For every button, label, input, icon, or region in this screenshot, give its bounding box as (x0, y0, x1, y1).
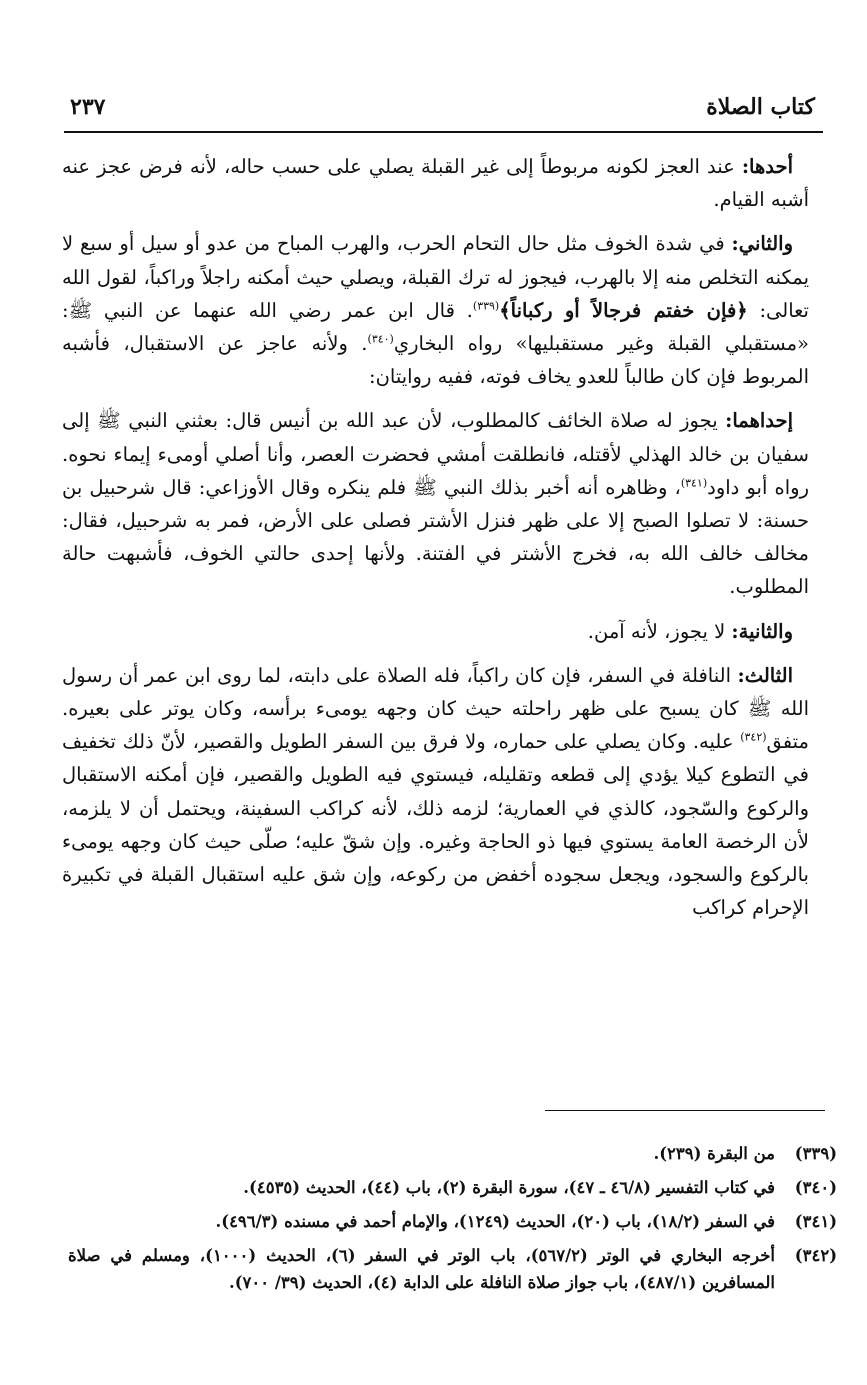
paragraph-text: . ولأنه عاجز عن الاستقبال، فأشبه المربوط فإن كان طالباً للعدو يخاف فوته، ففيه روايتان: (62, 332, 809, 389)
paragraph-lead: والثانية: (731, 619, 793, 643)
paragraph-second-narration (62, 615, 809, 648)
main-text (62, 150, 809, 935)
paragraph-lead: الثالث: (737, 663, 793, 687)
footnote (68, 1242, 837, 1296)
footnote-ref: (٣٤٢) (740, 730, 767, 744)
footnotes (68, 1140, 837, 1303)
footnote-rule (545, 1110, 825, 1111)
paragraph-text: في شدة الخوف مثل حال التحام الحرب، والهرب المباح من عدو أو سيل أو سبع لا يمكنه التخلص منه إلا بالهرب، فيجوز له ترك القبلة، ويصلي حيث أمكنه راجلاً وراكباً، لقول الله تعالى: (62, 232, 809, 322)
paragraph-lead: والثاني: (731, 232, 793, 256)
paragraph-second (62, 227, 809, 393)
running-header (70, 80, 815, 120)
page-number: ٢٣٧ (70, 94, 106, 120)
paragraph-lead: أحدها: (741, 155, 793, 178)
paragraph-text: لا يجوز، لأنه آمن. (587, 619, 732, 643)
header-rule (64, 131, 823, 133)
paragraph-text: . قال ابن عمر رضي الله عنهما عن النبي ﷺ: «مستقبلي القبلة وغير مستقبليها» رواه البخاري (62, 298, 809, 356)
footnote-text: في السفر (١٨/٢)، باب (٢٠)، الحديث (١٢٤٩)، والإمام أحمد في مسنده (٤٩٦/٣). (215, 1212, 775, 1231)
paragraph-first-narration (62, 404, 809, 603)
footnote (68, 1208, 837, 1235)
footnote (68, 1140, 837, 1167)
paragraph-text: ، وظاهره أنه أخبر بذلك النبي ﷺ فلم ينكره وقال الأوزاعي: قال شرحبيل بن حسنة: لا تصلوا الصبح إلا على ظهر فنزل الأشتر فصلى على الأرض، فمر به شرحبيل، فقال: مخالف خالف الله به، فخرج الأشتر في الفتنة. ولأنها إحدى حالتي الخوف، فأشبهت حالة المطلوب. (62, 475, 809, 599)
footnote-number: (٣٤٢) (794, 1246, 837, 1265)
book-title: كتاب الصلاة (706, 94, 815, 120)
paragraph-first (62, 150, 809, 216)
quran-verse: ﴿فإن خفتم فرجالاً أو ركباناً﴾ (499, 298, 748, 322)
footnote-text: من البقرة (٢٣٩). (653, 1144, 775, 1163)
paragraph-text: النافلة في السفر، فإن كان راكباً، فله الصلاة على دابته، لما روى ابن عمر أن رسول الله ﷺ كان يسبح على ظهر راحلته حيث كان وجهه يومىء برأسه، وكان يوتر على بعيره. متفق (62, 663, 809, 754)
paragraph-text: يجوز له صلاة الخائف كالمطلوب، لأن عبد الله بن أنيس قال: بعثني النبي ﷺ إلى سفيان بن خالد الهذلي لأقتله، فانطلقت أمشي فحضرت العصر، وأنا أصلي أومىء إيماء نحوه. رواه أبو داود (62, 409, 809, 499)
footnote (68, 1174, 837, 1201)
paragraph-text: عليه. وكان يصلي على حماره، ولا فرق بين السفر الطويل والقصير، لأنّ ذلك تخفيف في التطوع كيلا يؤدي إلى قطعه وتقليله، فيستوي فيه الطويل والقصير، فإن أمكنه الاستقبال والركوع والسّجود، كالذي في العمارية؛ لزمه ذلك، لأنه كراكب السفينة، ويحتمل أن لا يلزمه، لأن الرخصة العامة يستوي فيها ذو الحاجة وغيره. وإن شقّ عليه؛ صلّى حيث كان وجهه يومىء بالركوع والسجود، ويجعل سجوده أخفض من ركوعه، وإن شق عليه استقبال القبلة في تكبيرة الإحرام كراكب (62, 730, 809, 920)
footnote-number: (٣٣٩) (794, 1144, 837, 1163)
footnote-number: (٣٤٠) (794, 1178, 837, 1197)
footnote-number: (٣٤١) (794, 1212, 837, 1231)
paragraph-lead: إحداهما: (725, 409, 793, 433)
paragraph-text: عند العجز لكونه مربوطاً إلى غير القبلة يصلي على حسب حاله، لأنه فرض عجز عنه أشبه القيام. (62, 155, 809, 212)
footnote-ref: (٣٤٠) (367, 332, 394, 346)
footnote-ref: (٣٤١) (680, 476, 708, 490)
footnote-text: في كتاب التفسير (٤٦/٨ ـ ٤٧)، سورة البقرة (٢)، باب (٤٤)، الحديث (٤٥٣٥). (243, 1178, 775, 1197)
paragraph-third (62, 659, 809, 925)
footnote-text: أخرجه البخاري في الوتر (٥٦٧/٢)، باب الوتر في السفر (٦)، الحديث (١٠٠٠)، ومسلم في صلاة المسافرين (٤٨٧/١)، باب جواز صلاة النافلة على الدابة (٤)، الحديث (٣٩/ ٧٠٠). (68, 1246, 775, 1292)
footnote-ref: (٣٣٩) (472, 299, 500, 313)
